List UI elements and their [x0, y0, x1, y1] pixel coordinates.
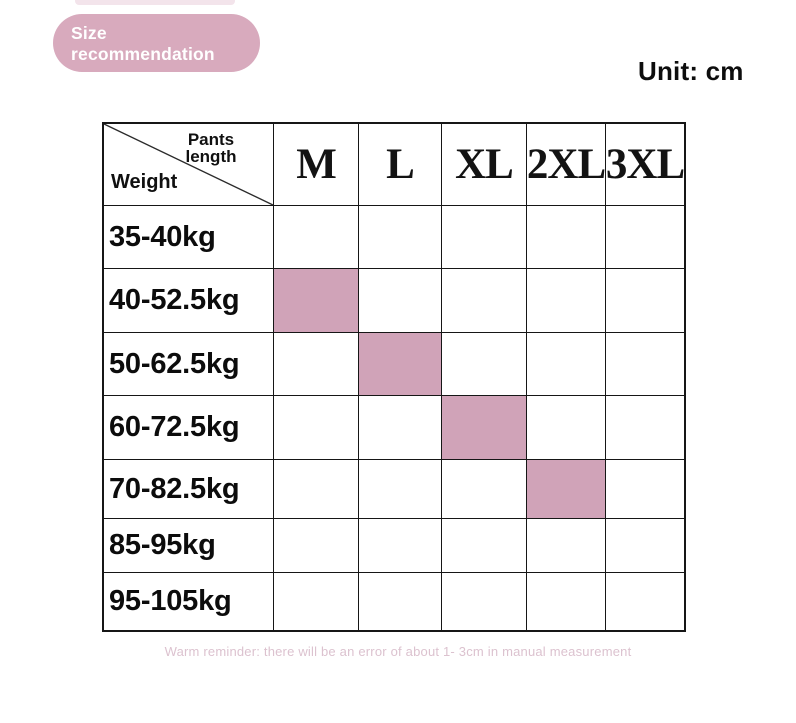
size-cell — [606, 519, 684, 573]
highlighted-size-cell — [527, 460, 606, 519]
size-cell — [442, 519, 527, 573]
highlighted-size-cell — [274, 269, 359, 333]
size-cell — [442, 269, 527, 333]
size-cell — [606, 206, 684, 269]
size-cell — [442, 573, 527, 630]
corner-label-pants-length — [180, 131, 242, 165]
size-cell — [527, 396, 606, 460]
size-cell — [527, 269, 606, 333]
size-cell — [274, 460, 359, 519]
size-column-header: 2XL — [527, 124, 606, 206]
weight-row-label: 85-95kg — [104, 519, 274, 573]
decorative-strip — [75, 0, 235, 5]
size-cell — [274, 206, 359, 269]
size-cell — [359, 269, 442, 333]
weight-row-label: 40-52.5kg — [104, 269, 274, 333]
size-table — [102, 122, 686, 632]
size-cell — [442, 206, 527, 269]
size-cell — [606, 460, 684, 519]
size-cell — [359, 460, 442, 519]
corner-label-length: length — [185, 147, 237, 166]
weight-row-label: 60-72.5kg — [104, 396, 274, 460]
weight-row-label: 50-62.5kg — [104, 333, 274, 396]
size-cell — [527, 573, 606, 630]
weight-row-label: 35-40kg — [104, 206, 274, 269]
badge-line-1: Size — [71, 23, 107, 43]
weight-row-label: 70-82.5kg — [104, 460, 274, 519]
table-corner-cell — [104, 124, 274, 206]
size-cell — [274, 519, 359, 573]
size-cell — [527, 206, 606, 269]
size-cell — [527, 333, 606, 396]
footer-reminder: Warm reminder: there will be an error of about 1- 3cm in manual measurement — [164, 644, 632, 659]
size-cell — [359, 206, 442, 269]
size-cell — [274, 396, 359, 460]
size-cell — [442, 460, 527, 519]
size-column-header: 3XL — [606, 124, 684, 206]
size-cell — [606, 573, 684, 630]
size-cell — [359, 396, 442, 460]
size-cell — [359, 573, 442, 630]
highlighted-size-cell — [359, 333, 442, 396]
size-cell — [606, 396, 684, 460]
size-column-header: L — [359, 124, 442, 206]
highlighted-size-cell — [442, 396, 527, 460]
size-cell — [606, 333, 684, 396]
badge-line-2: recommendation — [71, 44, 215, 64]
size-cell — [359, 519, 442, 573]
size-recommendation-badge — [53, 14, 260, 72]
weight-row-label: 95-105kg — [104, 573, 274, 630]
corner-label-weight: Weight — [111, 171, 178, 193]
corner-label-pants: Pants — [187, 130, 235, 149]
size-cell — [274, 573, 359, 630]
size-cell — [274, 333, 359, 396]
size-column-header: M — [274, 124, 359, 206]
size-column-header: XL — [442, 124, 527, 206]
unit-label: Unit: cm — [638, 56, 744, 86]
size-cell — [442, 333, 527, 396]
size-cell — [527, 519, 606, 573]
size-cell — [606, 269, 684, 333]
